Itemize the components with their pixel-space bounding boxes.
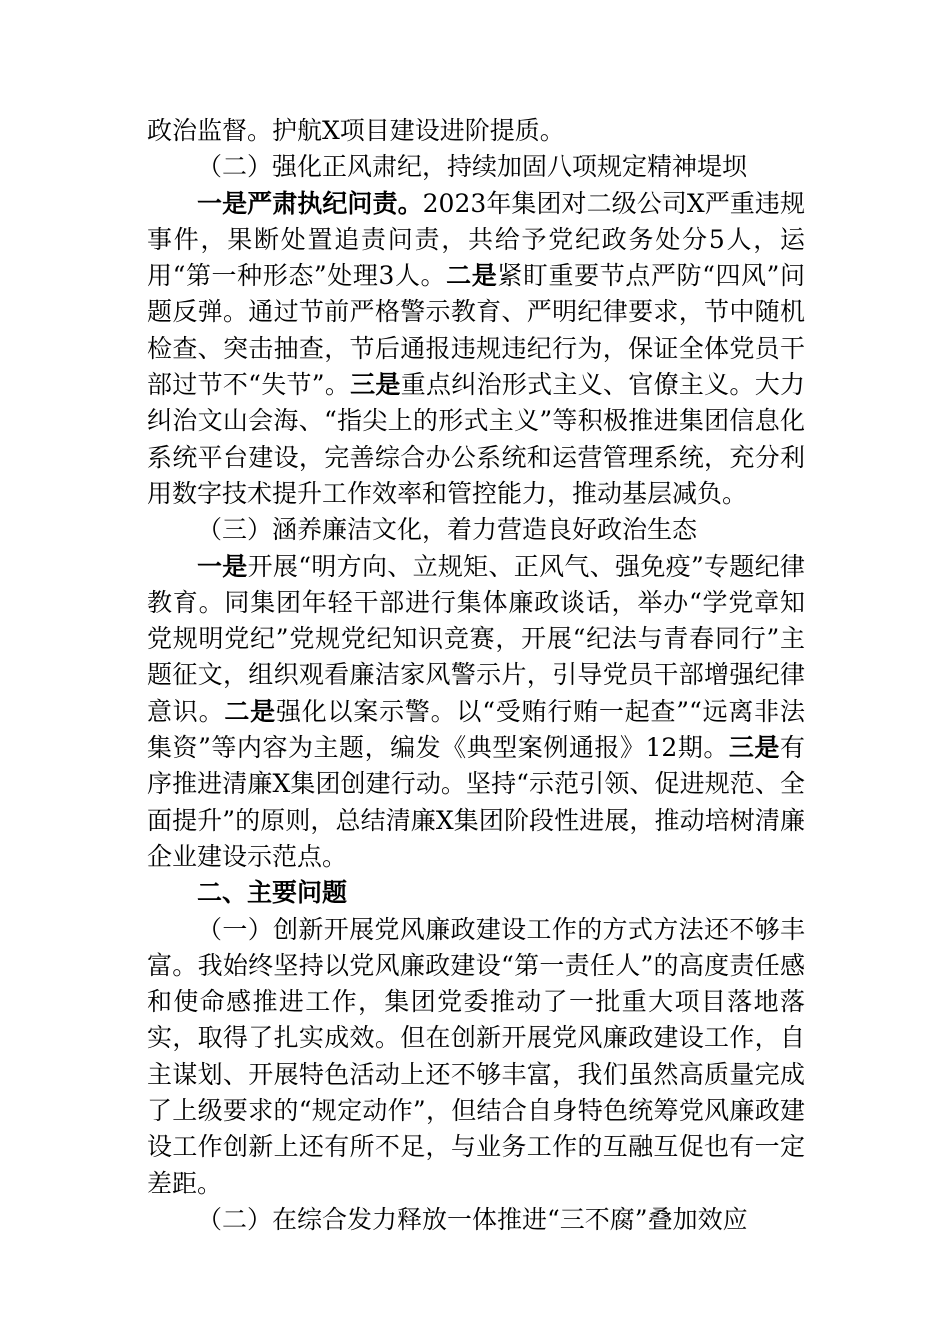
point-three-text: 重点纠治形式主义、官僚主义。大力纠治文山会海、“指尖上的形式主义”等积极推进集团信息化系统平台建设，完善综合办公系统和运营管理系统，充分利用数字技术提升工作效率和管控能力，推动基层减负。 [147, 370, 805, 508]
point-one-label: 一是严肃执纪问责。 [197, 188, 423, 218]
subheading-three: （三）涵养廉洁文化，着力营造良好政治生态 [197, 515, 698, 545]
culture-point-three-label: 三是 [728, 733, 780, 763]
culture-point-one-label: 一是 [197, 551, 248, 581]
section-heading-main-problems: 二、主要问题 [197, 878, 348, 908]
paragraph-discipline [147, 186, 805, 513]
culture-point-two-label: 二是 [224, 696, 276, 726]
problem-one-heading: （一）创新开展党风廉政建设工作的方式方法还不够丰富。 [147, 914, 805, 980]
paragraph-problem-one [147, 912, 805, 1202]
subheading-two: （二）强化正风肃纪，持续加固八项规定精神堤坝 [197, 152, 748, 182]
culture-point-three-text: 有序推进清廉X集团创建行动。坚持“示范引领、促进规范、全面提升”的原则，总结清廉X集团阶段性进展，推动培树清廉企业建设示范点。 [147, 733, 805, 871]
document-page [147, 113, 805, 1238]
paragraph-problem-two: （二）在综合发力释放一体推进“三不腐”叠加效应 [197, 1204, 748, 1234]
culture-point-two-text: 强化以案示警。以“受贿行贿一起查”“远离非法集资”等内容为主题，编发《典型案例通报》12期。 [147, 696, 805, 763]
point-two-label: 二是 [446, 261, 498, 291]
culture-point-one-text: 开展“明方向、立规矩、正风气、强免疫”专题纪律教育。同集团年轻干部进行集体廉政谈话，举办“学党章知党规明党纪”党规党纪知识竞赛，开展“纪法与青春同行”主题征文，组织观看廉洁家风警示片，引导党员干部增强纪律意识。 [147, 551, 805, 726]
paragraph-culture [147, 549, 805, 876]
problem-one-text: 我始终坚持以党风廉政建设“第一责任人”的高度责任感和使命感推进工作，集团党委推动了一批重大项目落地落实，取得了扎实成效。但在创新开展党风廉政建设工作，自主谋划、开展特色活动上还不够丰富，我们虽然高质量完成了上级要求的“规定动作”，但结合自身特色统筹党风廉政建设工作创新上还有所不足，与业务工作的互融互促也有一定差距。 [147, 950, 805, 1198]
point-one-text: 2023年集团对二级公司X严重违规事件，果断处置追责问责，共给予党纪政务处分5人，运用“第一种形态”处理3人。 [147, 188, 805, 291]
paragraph-continuation: 政治监督。护航X项目建设进阶提质。 [147, 116, 565, 145]
point-three-label: 三是 [350, 370, 401, 400]
point-two-text: 紧盯重要节点严防“四风”问题反弹。通过节前严格警示教育、严明纪律要求，节中随机检查、突击抽查，节后通报违规违纪行为，保证全体党员干部过节不“失节”。 [147, 261, 805, 400]
